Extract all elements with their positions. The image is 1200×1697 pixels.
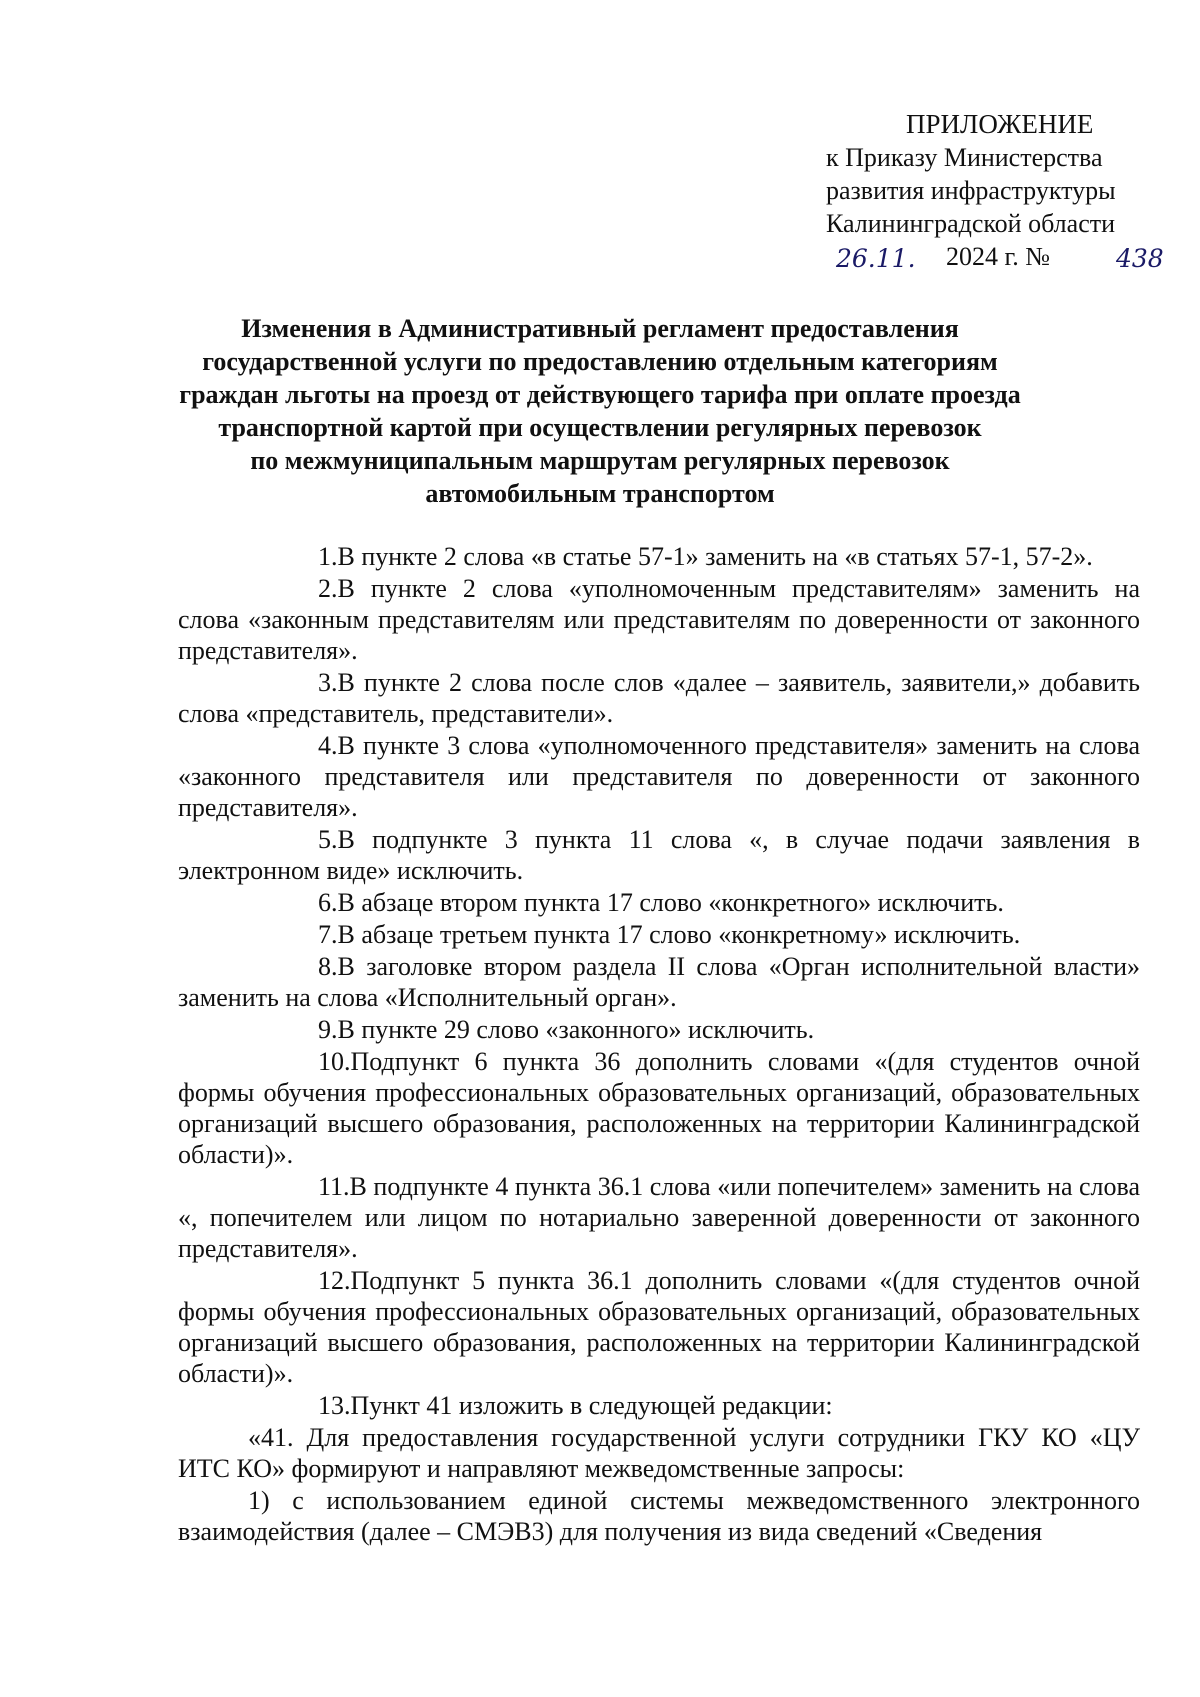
appendix-line-3: Калининградской области [826,209,1116,238]
handwritten-date: 26.11. [836,244,916,273]
item-text: В пункте 2 слова «в статье 57-1» заменить на «в статьях 57-1, 57-2». [337,542,1093,571]
item-text: В абзаце третьем пункта 17 слово «конкретному» исключить. [337,920,1021,949]
item-11 [178,1171,1140,1264]
item-text: Подпункт 6 пункта 36 дополнить словами «(для студентов очной формы обучения профессиональных образовательных организаций, образовательных организаций высшего образования, расположенных на территории Калининградской области)». [178,1047,1140,1169]
item-number: 13. [318,1391,351,1420]
heading-line-4: транспортной картой при осуществлении регулярных перевозок [218,413,982,442]
handwritten-number: 438 [1116,244,1164,273]
document-heading [160,312,1040,510]
item-12 [178,1265,1140,1389]
item-text: В подпункте 3 пункта 11 слова «, в случае подачи заявления в электронном виде» исключить. [178,825,1140,885]
item-number: 2. [318,574,338,603]
item-number: 12. [318,1266,351,1295]
item-5 [178,824,1140,886]
item-number: 11. [318,1172,350,1201]
item-9 [178,1014,1140,1045]
item-number: 7. [318,920,338,949]
item-4 [178,730,1140,823]
item-text: В заголовке втором раздела II слова «Орган исполнительной власти» заменить на слова «Исполнительный орган». [178,952,1140,1012]
item-text: Пункт 41 изложить в следующей редакции: [350,1391,833,1420]
item-number: 3. [318,668,338,697]
item-text: Подпункт 5 пункта 36.1 дополнить словами «(для студентов очной формы обучения профессиональных образовательных организаций, образовательных организаций высшего образования, расположенных на территории Калининградской области)». [178,1266,1140,1388]
item-3 [178,667,1140,729]
item-number: 9. [318,1015,338,1044]
item-6 [178,887,1140,918]
appendix-block [826,108,1164,278]
item-number: 5. [318,825,338,854]
appendix-line-2: развития инфраструктуры [826,176,1116,205]
heading-line-3: граждан льготы на проезд от действующего тарифа при оплате проезда [179,380,1021,409]
heading-line-6: автомобильным транспортом [425,479,775,508]
typed-year-number: 2024 г. № [946,242,1051,271]
item-text: В пункте 3 слова «уполномоченного представителя» заменить на слова «законного представителя или представителя по доверенности от законного представителя». [178,731,1140,822]
item-8 [178,951,1140,1013]
item-text: В пункте 29 слово «законного» исключить. [337,1015,815,1044]
heading-line-2: государственной услуги по предоставлению отдельным категориям [202,347,998,376]
item-text: В пункте 2 слова «уполномоченным представителям» заменить на слова «законным представителям или представителям по доверенности от законного представителя». [178,574,1140,665]
appendix-title: ПРИЛОЖЕНИЕ [906,109,1094,139]
item-7 [178,919,1140,950]
item-2 [178,573,1140,666]
document-body [178,541,1140,1548]
item-13 [178,1390,1140,1421]
item-number: 8. [318,952,338,981]
item-number: 4. [318,731,338,760]
heading-line-1: Изменения в Административный регламент предоставления [241,314,959,343]
appendix-date-line [826,240,1164,278]
appendix-line-1: к Приказу Министерства [826,143,1103,172]
item-1 [178,541,1140,572]
item-text: В абзаце втором пункта 17 слово «конкретного» исключить. [337,888,1004,917]
item-text: В подпункте 4 пункта 36.1 слова «или попечителем» заменить на слова «, попечителем или лицом по нотариально заверенной доверенности от законного представителя». [178,1172,1140,1263]
quote-paragraph-1: «41. Для предоставления государственной услуги сотрудники ГКУ КО «ЦУ ИТС КО» формируют и направляют межведомственные запросы: [178,1423,1140,1483]
item-10 [178,1046,1140,1170]
quote-paragraph-2: 1) с использованием единой системы межведомственного электронного взаимодействия (далее – СМЭВ3) для получения из вида сведений «Сведения [178,1486,1140,1546]
heading-line-5: по межмуниципальным маршрутам регулярных перевозок [250,446,950,475]
item-text: В пункте 2 слова после слов «далее – заявитель, заявители,» добавить слова «представитель, представители». [178,668,1140,728]
item-number: 10. [318,1047,351,1076]
item-number: 6. [318,888,338,917]
item-number: 1. [318,542,338,571]
